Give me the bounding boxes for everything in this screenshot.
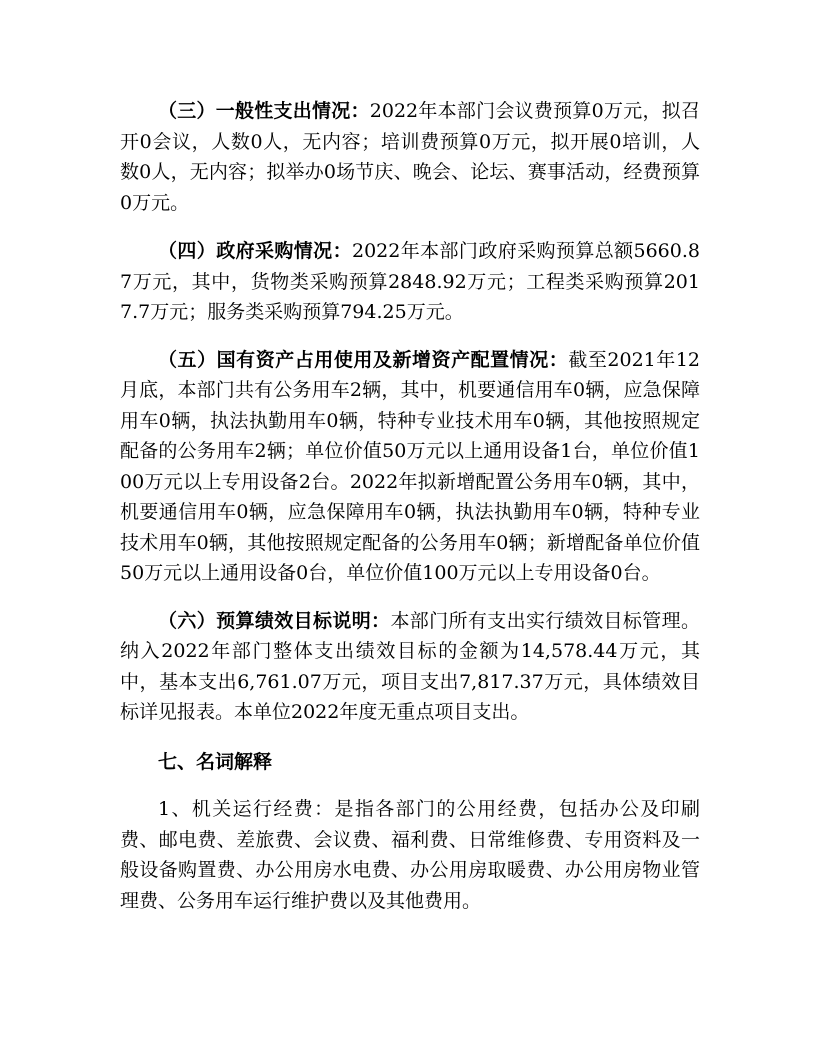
paragraph-heading: （六）预算绩效目标说明：	[158, 609, 391, 632]
paragraph-body: 本部门所有支出实行绩效目标管理。纳入2022年部门整体支出绩效目标的金额为14,578.44万元，其中，基本支出6,761.07万元，项目支出7,817.37万元，具体绩效目标详见报表。本单位2022年度无重点项目支出。	[120, 609, 700, 723]
paragraph-body: 2022年本部门政府采购预算总额5660.87万元，其中，货物类采购预算2848.92万元；工程类采购预算2017.7万元；服务类采购预算794.25万元。	[120, 240, 700, 323]
document-content	[120, 96, 700, 916]
section-title-glossary: 七、名词解释	[158, 750, 273, 773]
paragraph-state-assets	[120, 345, 700, 589]
paragraph-government-procurement	[120, 236, 700, 328]
paragraph-heading: （五）国有资产占用使用及新增资产配置情况：	[158, 348, 569, 371]
paragraph-body: 2022年本部门会议费预算0万元，拟召开0会议，人数0人，无内容；培训费预算0万元，拟开展0培训，人数0人，无内容；拟举办0场节庆、晚会、论坛、赛事活动，经费预算0万元。	[120, 100, 700, 214]
paragraph-heading: （三）一般性支出情况：	[158, 100, 370, 122]
glossary-item-operating-funds: 1、机关运行经费：是指各部门的公用经费，包括办公及印刷费、邮电费、差旅费、会议费、福利费、日常维修费、专用资料及一般设备购置费、办公用房水电费、办公用房取暖费、办公用房物业管理费、公务用车运行维护费以及其他费用。	[120, 798, 700, 912]
paragraph-general-expenditure	[120, 96, 700, 218]
paragraph-heading: （四）政府采购情况：	[158, 240, 352, 262]
paragraph-performance-goals	[120, 606, 700, 728]
paragraph-body: 截至2021年12月底，本部门共有公务用车2辆，其中，机要通信用车0辆，应急保障用车0辆，执法执勤用车0辆，特种专业技术用车0辆，其他按照规定配备的公务用车2辆；单位价值50万元以上通用设备1台，单位价值100万元以上专用设备2台。2022年拟新增配置公务用车0辆，其中，机要通信用车0辆，应急保障用车0辆，执法执勤用车0辆，特种专业技术用车0辆，其他按照规定配备的公务用车0辆；新增配备单位价值50万元以上通用设备0台，单位价值100万元以上专用设备0台。	[120, 348, 700, 584]
